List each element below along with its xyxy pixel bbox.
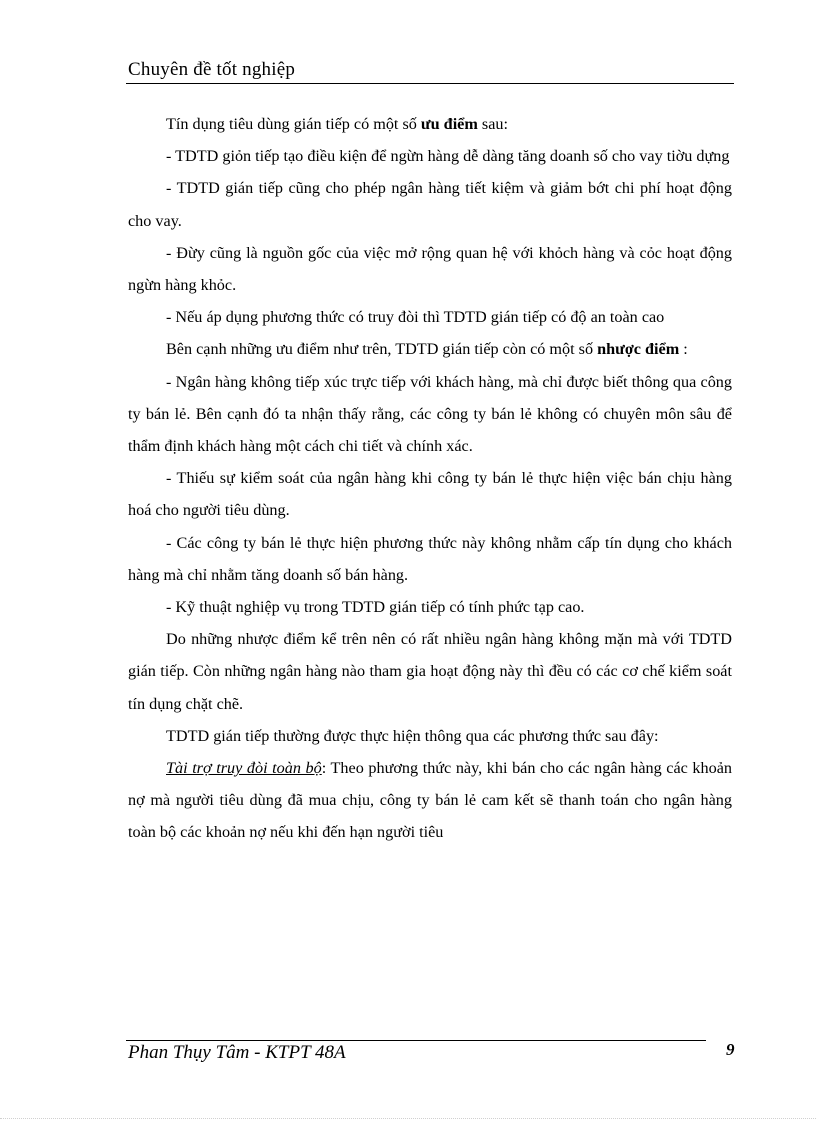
bullet-disadvantage-2: - Thiếu sự kiểm soát của ngân hàng khi công ty bán lẻ thực hiện việc bán chịu hàng hoá cho người tiêu dùng. — [128, 469, 732, 520]
bold-term-advantages: ưu điểm — [420, 115, 478, 133]
bullet-disadvantage-3: - Các công ty bán lẻ thực hiện phương thức này không nhằm cấp tín dụng cho khách hàng mà chỉ nhằm tăng doanh số bán hàng. — [128, 533, 732, 584]
bullet-advantage-1: - TDTD giỏn tiếp tạo điều kiện để ngừn hàng dễ dàng tăng doanh số cho vay tiờu dựng — [166, 147, 730, 166]
header-title: Chuyên đề tốt nghiệp — [128, 59, 296, 80]
header-divider — [126, 83, 734, 84]
bullet-advantage-2: - TDTD gián tiếp cũng cho phép ngân hàng tiết kiệm và giảm bớt chi phí hoạt động cho vay. — [128, 179, 732, 230]
bullet-disadvantage-4: - Kỹ thuật nghiệp vụ trong TDTD gián tiếp có tính phức tạp cao. — [166, 598, 585, 617]
underlined-term: Tài trợ truy đòi toàn bộ — [166, 759, 322, 778]
footer-author: Phan Thụy Tâm - KTPT 48A — [128, 1042, 346, 1063]
paragraph-advantages-intro: Tín dụng tiêu dùng gián tiếp có một số ưu điểm sau: — [166, 115, 508, 133]
paragraph-methods-intro: TDTD gián tiếp thường được thực hiện thông qua các phương thức sau đây: — [166, 726, 659, 745]
body-text — [128, 108, 732, 849]
bold-term-disadvantages: nhược điểm — [597, 340, 680, 359]
page-bottom-border — [0, 1118, 816, 1119]
page-number: 9 — [726, 1040, 735, 1059]
paragraph-disadvantages-intro: Bên cạnh những ưu điểm như trên, TDTD gián tiếp còn có một số nhược điểm : — [166, 340, 688, 359]
paragraph-full-recourse: Tài trợ truy đòi toàn bộ: Theo phương thức này, khi bán cho các ngân hàng các khoản nợ mà người tiêu dùng đã mua chịu, công ty bán lẻ cam kết sẽ thanh toán cho ngân hàng toàn bộ các khoản nợ nếu khi đến hạn người tiêu — [128, 759, 732, 842]
bullet-advantage-3: - Đừy cũng là nguồn gốc của việc mở rộng quan hệ với khỏch hàng và cỏc hoạt động ngừn hàng khỏc. — [128, 243, 732, 295]
bullet-disadvantage-1: - Ngân hàng không tiếp xúc trực tiếp với khách hàng, mà chỉ được biết thông qua công ty bán lẻ. Bên cạnh đó ta nhận thấy rằng, các công ty bán lẻ không có chuyên môn sâu để thẩm định khách hàng một cách chi tiết và chính xác. — [128, 372, 732, 456]
bullet-advantage-4: - Nếu áp dụng phương thức có truy đòi thì TDTD gián tiếp có độ an toàn cao — [166, 308, 665, 327]
paragraph-consequence: Do những nhược điểm kể trên nên có rất nhiều ngân hàng không mặn mà với TDTD gián tiếp. Còn những ngân hàng nào tham gia hoạt động này thì đều có các cơ chế kiểm soát tín dụng chặt chẽ. — [128, 630, 732, 713]
